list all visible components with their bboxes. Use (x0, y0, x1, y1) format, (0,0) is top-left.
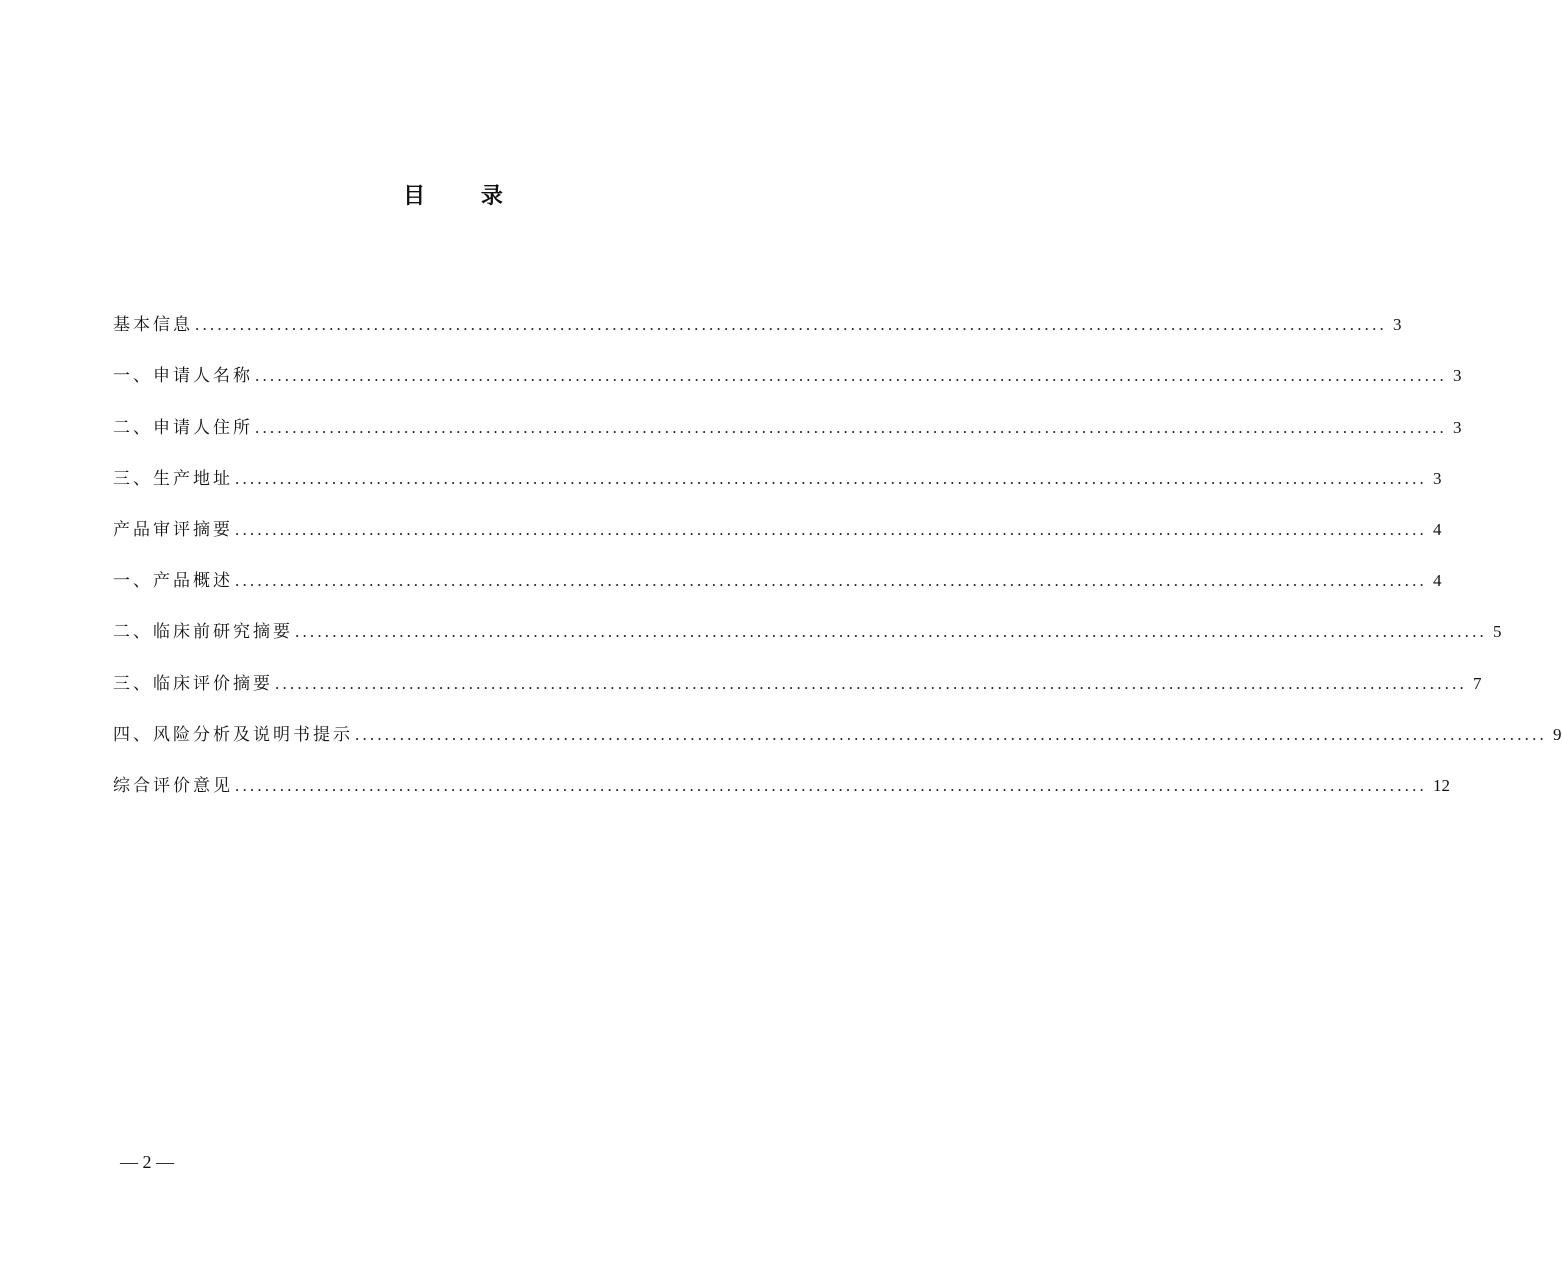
toc-entry-page: 4 (1433, 571, 1442, 591)
toc-dot-leader: ................................................................................................................................................................ (235, 468, 1427, 488)
toc-dot-leader: ................................................................................................................................................................ (235, 571, 1427, 591)
toc-entry[interactable] (113, 646, 1482, 697)
toc-entry-label: 综合评价意见 (113, 775, 233, 796)
toc-entry[interactable] (113, 339, 1462, 390)
toc-entry-label: 四、风险分析及说明书提示 (113, 724, 353, 745)
toc-entry-page: 12 (1433, 775, 1450, 795)
toc-dot-leader: ................................................................................................................................................................ (195, 315, 1387, 335)
toc-entry-page: 3 (1393, 315, 1402, 335)
toc-entry[interactable] (113, 493, 1442, 544)
table-of-contents (113, 288, 1562, 800)
toc-entry[interactable] (113, 544, 1442, 595)
toc-dot-leader: ................................................................................................................................................................ (295, 622, 1487, 642)
page-number: — 2 — (120, 1152, 174, 1172)
toc-dot-leader: ................................................................................................................................................................ (235, 775, 1427, 795)
toc-entry[interactable] (113, 442, 1442, 493)
toc-entry-label: 一、产品概述 (113, 571, 233, 592)
toc-entry-label: 三、生产地址 (113, 468, 233, 489)
toc-entry[interactable] (113, 749, 1450, 800)
toc-entry-label: 一、申请人名称 (113, 366, 253, 387)
toc-entry-label: 三、临床评价摘要 (113, 673, 273, 694)
toc-entry[interactable] (113, 390, 1462, 441)
toc-entry-page: 3 (1453, 366, 1462, 386)
toc-dot-leader: ................................................................................................................................................................ (275, 673, 1467, 693)
toc-entry-page: 7 (1473, 673, 1482, 693)
toc-dot-leader: ................................................................................................................................................................ (255, 366, 1447, 386)
toc-dot-leader: ................................................................................................................................................................ (355, 724, 1547, 744)
toc-dot-leader: ................................................................................................................................................................ (235, 519, 1427, 539)
page-title: 目 录 (403, 183, 527, 209)
toc-entry-label: 二、临床前研究摘要 (113, 622, 293, 643)
toc-entry-page: 9 (1553, 724, 1562, 744)
toc-entry-page: 4 (1433, 519, 1442, 539)
toc-entry-page: 3 (1453, 417, 1462, 437)
toc-entry-label: 基本信息 (113, 315, 193, 336)
toc-entry[interactable] (113, 698, 1562, 749)
toc-entry[interactable] (113, 595, 1502, 646)
toc-entry-page: 3 (1433, 468, 1442, 488)
toc-dot-leader: ................................................................................................................................................................ (255, 417, 1447, 437)
toc-entry-page: 5 (1493, 622, 1502, 642)
toc-entry[interactable] (113, 288, 1402, 339)
toc-entry-label: 产品审评摘要 (113, 519, 233, 540)
toc-entry-label: 二、申请人住所 (113, 417, 253, 438)
